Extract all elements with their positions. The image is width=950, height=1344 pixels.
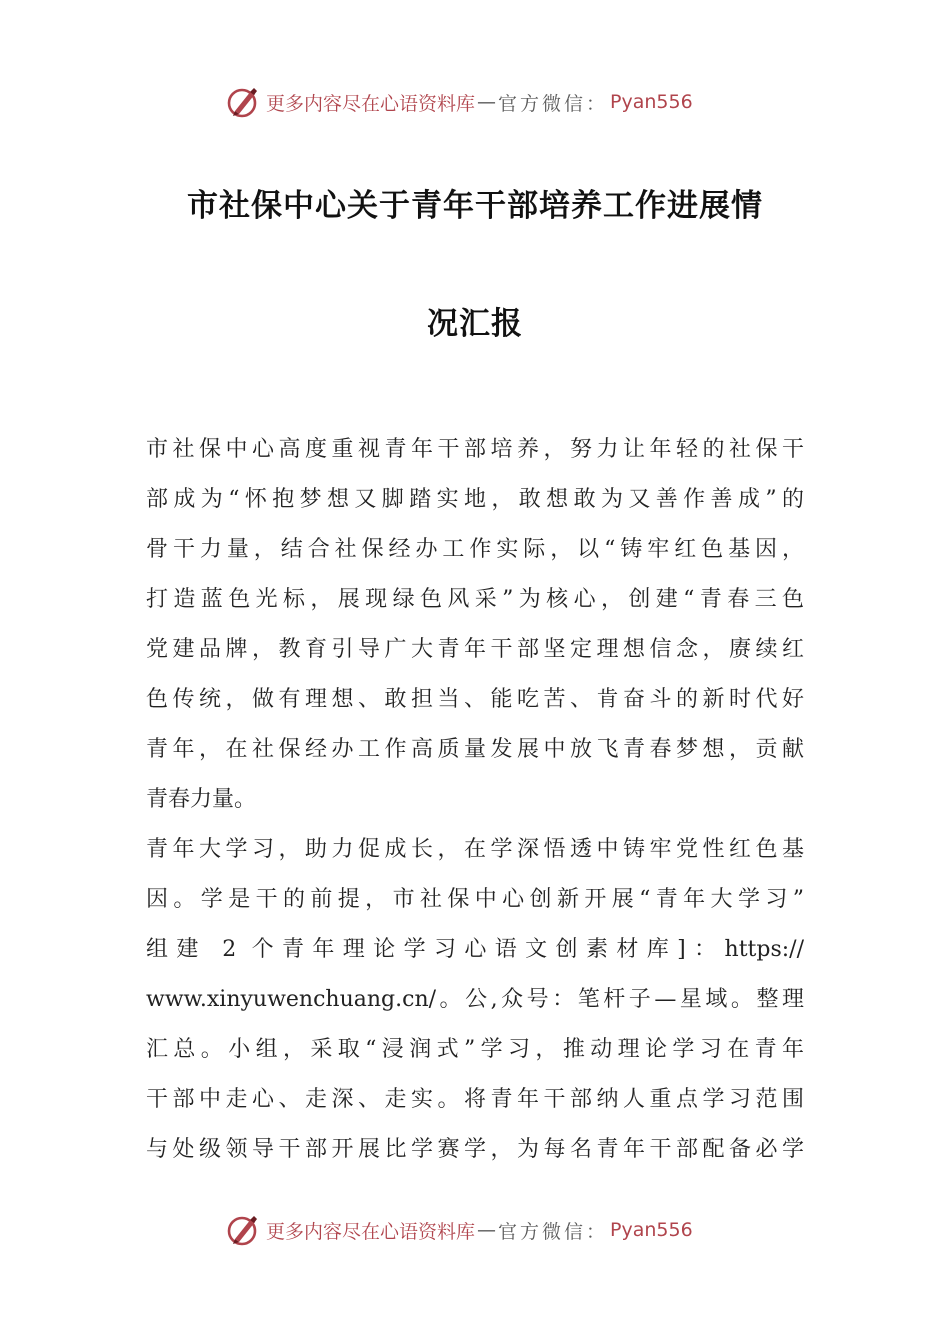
separator-dash: — xyxy=(477,1219,497,1241)
pen-logo-icon xyxy=(226,1213,260,1247)
body-line: 与处级领导干部开展比学赛学，为每名青年干部配备必学 xyxy=(146,1137,804,1162)
watermark-banner-bottom xyxy=(226,1210,693,1250)
body-line: 组建 2 个青年理论学习心语文创素材库]：https:// xyxy=(146,937,804,962)
wechat-account: Pyan556 xyxy=(610,1219,693,1241)
body-line: 青年大学习，助力促成长，在学深悟透中铸牢党性红色基 xyxy=(146,837,804,862)
body-line: 青年，在社保经办工作高质量发展中放飞青春梦想，贡献 xyxy=(146,737,804,762)
wechat-label: 官方微信： xyxy=(498,92,609,115)
body-line: 部成为“怀抱梦想又脚踏实地，敢想敢为又善作善成”的 xyxy=(146,487,804,512)
body-line: 汇总。小组，采取“浸润式”学习，推动理论学习在青年 xyxy=(146,1037,804,1062)
watermark-banner-top xyxy=(226,82,693,122)
body-line: 打造蓝色光标，展现绿色风采”为核心，创建“青春三色 xyxy=(146,587,804,612)
body-line: 青春力量。 xyxy=(146,787,257,812)
pen-logo-icon xyxy=(226,85,260,119)
document-title-line-2: 况汇报 xyxy=(427,306,523,342)
body-line: 因。学是干的前提，市社保中心创新开展“青年大学习” xyxy=(146,887,804,912)
body-line: www.xinyuwenchuang.cn/。公,众号：笔杆子—星域。整理 xyxy=(146,987,804,1012)
body-line: 骨干力量，结合社保经办工作实际，以“铸牢红色基因， xyxy=(146,537,804,562)
wechat-account: Pyan556 xyxy=(610,91,693,113)
body-line: 市社保中心高度重视青年干部培养，努力让年轻的社保干 xyxy=(146,437,804,462)
library-text: 更多内容尽在心语资料库 xyxy=(266,92,476,115)
library-text: 更多内容尽在心语资料库 xyxy=(266,1220,476,1243)
body-line: 干部中走心、走深、走实。将青年干部纳人重点学习范围 xyxy=(146,1087,804,1112)
body-line: 党建品牌，教育引导广大青年干部坚定理想信念，赓续红 xyxy=(146,637,804,662)
separator-dash: — xyxy=(477,91,497,113)
body-line: 色传统，做有理想、敢担当、能吃苦、肯奋斗的新时代好 xyxy=(146,687,804,712)
wechat-label: 官方微信： xyxy=(498,1220,609,1243)
document-title-line-1: 市社保中心关于青年干部培养工作进展情 xyxy=(187,188,763,224)
